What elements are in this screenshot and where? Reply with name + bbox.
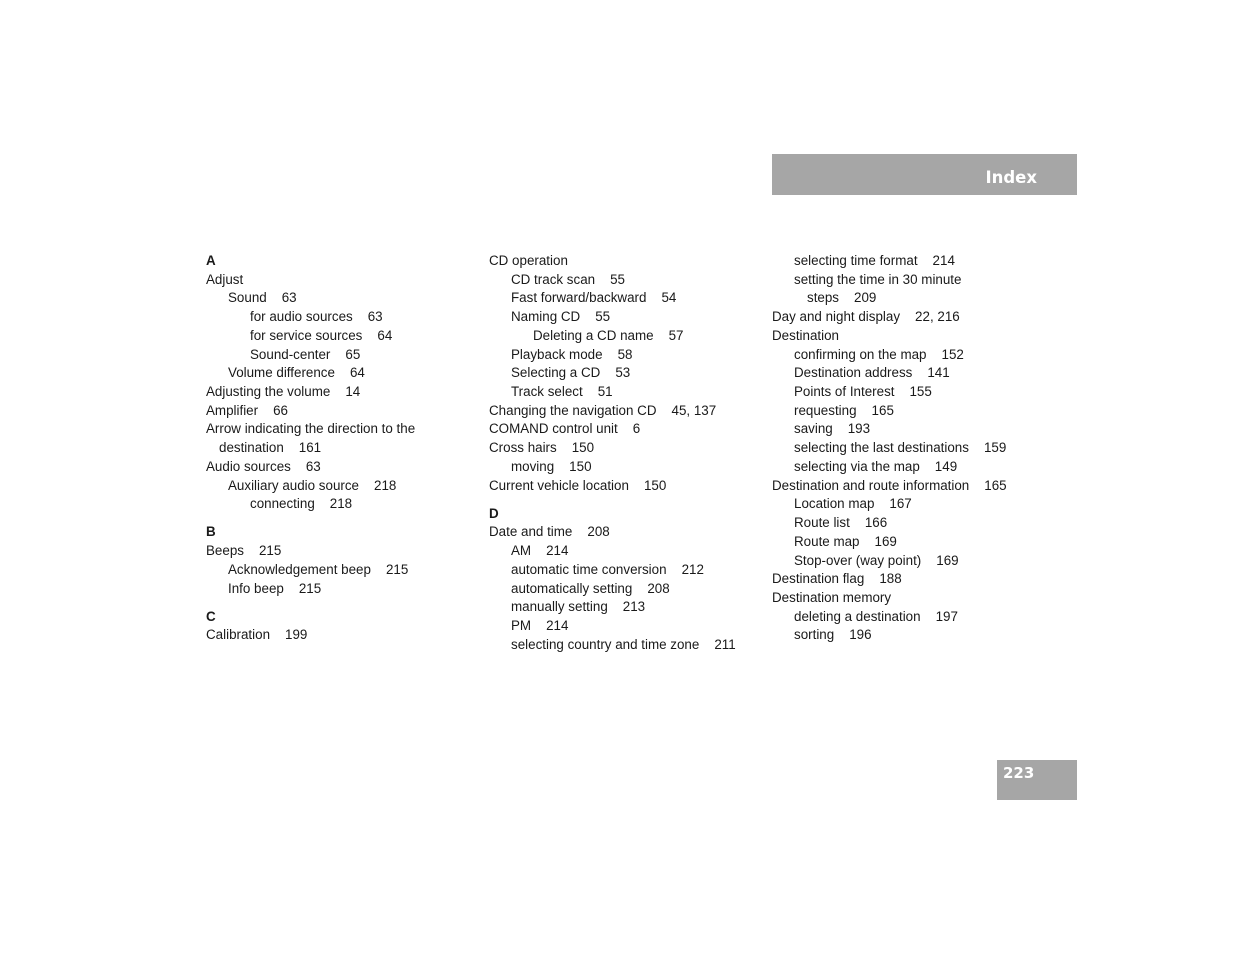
index-term: deleting a destination (794, 608, 921, 624)
index-entry (772, 533, 1042, 552)
index-entry (206, 308, 476, 327)
index-term: Location map (794, 496, 875, 512)
index-term: Auxiliary audio source (228, 477, 359, 493)
page-reference: 193 (847, 421, 871, 437)
index-entry (206, 289, 476, 308)
index-term: Calibration (206, 627, 271, 643)
letter-heading: D (489, 505, 499, 521)
index-entry (206, 626, 476, 645)
index-term: Points of Interest (794, 384, 895, 400)
index-entry (206, 402, 476, 421)
letter-heading: C (206, 608, 216, 624)
index-term: steps (807, 290, 840, 306)
index-entry (772, 458, 1042, 477)
index-term: for service sources (250, 327, 363, 343)
page-reference: 218 (329, 496, 353, 512)
index-entry (489, 364, 759, 383)
page-number-box (997, 760, 1077, 800)
index-term: Volume difference (228, 365, 335, 381)
index-term: Day and night display (772, 309, 901, 325)
page-reference: 63 (367, 309, 383, 325)
index-entry (206, 346, 476, 365)
index-term: Adjusting the volume (206, 384, 331, 400)
page-reference: 55 (595, 309, 611, 325)
page-reference: 54 (661, 290, 677, 306)
index-column-1 (206, 252, 476, 645)
index-term: AM (511, 543, 532, 559)
index-term: Selecting a CD (511, 365, 601, 381)
page-reference: 208 (647, 580, 670, 596)
index-entry (772, 477, 1042, 496)
index-entry (772, 552, 1042, 571)
page-reference: 159 (983, 440, 1007, 456)
index-term: PM (511, 617, 532, 633)
section-gap (489, 495, 759, 504)
index-entry (206, 477, 476, 496)
index-term: for audio sources (250, 309, 353, 325)
index-term: Destination flag (772, 571, 865, 587)
index-term: Current vehicle location (489, 477, 629, 493)
index-term: manually setting (511, 599, 608, 615)
index-term: Naming CD (511, 309, 581, 325)
index-entry (772, 271, 1042, 290)
page-number: 223 (1003, 764, 1035, 782)
page-reference: 197 (935, 608, 958, 624)
index-term: selecting the last destinations (794, 440, 969, 456)
index-entry (772, 439, 1042, 458)
index-term: Acknowledgement beep (228, 561, 371, 577)
index-entry (206, 542, 476, 561)
page-reference: 152 (941, 346, 964, 362)
index-entry (206, 580, 476, 599)
page-reference: 214 (546, 617, 569, 633)
page-reference: 53 (615, 365, 631, 381)
page-reference: 63 (281, 290, 297, 306)
page-reference: 212 (681, 561, 704, 577)
page-reference: 150 (643, 477, 667, 493)
index-term: destination (219, 440, 284, 456)
index-entry (772, 327, 1042, 346)
page-reference: 215 (258, 543, 282, 559)
index-entry (206, 458, 476, 477)
page-reference: 141 (927, 365, 950, 381)
section-gap (206, 514, 476, 523)
index-entry (772, 402, 1042, 421)
page-reference: 188 (879, 571, 902, 587)
index-entry (489, 580, 759, 599)
index-entry (489, 402, 759, 421)
page-reference: 165 (984, 477, 1007, 493)
page-reference: 63 (305, 458, 321, 474)
page-reference: 196 (849, 627, 872, 643)
index-entry (489, 523, 759, 542)
index-entry (489, 542, 759, 561)
section-gap (206, 598, 476, 607)
index-term: Info beep (228, 580, 284, 596)
page-reference: 169 (874, 533, 897, 549)
index-entry (772, 570, 1042, 589)
page-reference: 199 (285, 627, 308, 643)
index-term: sorting (794, 627, 835, 643)
page-reference: 149 (934, 458, 958, 474)
page-reference: 65 (345, 346, 361, 362)
index-entry (772, 364, 1042, 383)
page-reference: 218 (374, 477, 397, 493)
index-entry (489, 458, 759, 477)
page-reference: 66 (273, 402, 288, 418)
letter-heading: A (206, 253, 216, 268)
index-term: Arrow indicating the direction to the (206, 421, 416, 437)
page-reference: 209 (854, 290, 877, 306)
index-entry (489, 346, 759, 365)
index-entry (206, 271, 476, 290)
index-entry (489, 561, 759, 580)
index-entry (772, 308, 1042, 327)
page-reference: 215 (298, 580, 322, 596)
section-tab (772, 154, 1077, 195)
index-term: Destination address (794, 365, 913, 381)
index-term: Sound-center (250, 346, 331, 362)
index-entry (489, 598, 759, 617)
index-term: automatic time conversion (511, 561, 667, 577)
index-term: Deleting a CD name (533, 327, 654, 343)
index-entry (489, 271, 759, 290)
index-term: connecting (250, 496, 315, 512)
index-entry (489, 636, 759, 655)
index-term: Audio sources (206, 458, 291, 474)
index-term: Route list (794, 515, 850, 531)
index-term: moving (511, 458, 555, 474)
index-term: Fast forward/backward (511, 290, 647, 306)
index-term: Stop-over (way point) (794, 552, 922, 568)
index-term: Track select (511, 384, 583, 400)
page-reference: 6 (632, 421, 641, 437)
page-reference: 64 (349, 365, 365, 381)
index-entry (489, 383, 759, 402)
page-reference: 214 (932, 253, 955, 268)
index-entry (772, 626, 1042, 645)
index-term: Destination (772, 327, 839, 343)
page-reference: 211 (714, 636, 736, 652)
index-entry (489, 420, 759, 439)
page-reference: 150 (569, 458, 592, 474)
index-entry (489, 327, 759, 346)
index-term: Beeps (206, 543, 244, 559)
page-reference: 64 (377, 327, 393, 343)
index-term: Date and time (489, 524, 573, 540)
index-entry (489, 477, 759, 496)
page-reference: 161 (298, 440, 322, 456)
index-entry (206, 495, 476, 514)
index-term: saving (794, 421, 833, 437)
page-reference: 214 (546, 543, 569, 559)
index-entry (206, 439, 476, 458)
page-reference: 45, 137 (671, 402, 717, 418)
page-reference: 155 (909, 384, 932, 400)
page-reference: 150 (571, 440, 595, 456)
index-entry (206, 327, 476, 346)
index-column-2 (489, 252, 759, 654)
index-term: selecting country and time zone (511, 636, 700, 652)
index-entry (772, 608, 1042, 627)
letter-heading: B (206, 524, 216, 540)
page-reference: 169 (936, 552, 959, 568)
index-entry (772, 420, 1042, 439)
page-reference: 14 (345, 384, 361, 400)
index-entry (489, 308, 759, 327)
index-term: confirming on the map (794, 346, 927, 362)
index-entry (489, 289, 759, 308)
index-term: CD track scan (511, 271, 596, 287)
page-reference: 215 (385, 561, 409, 577)
page-reference: 22, 216 (915, 309, 960, 325)
index-term: Cross hairs (489, 440, 557, 456)
section-title: Index (985, 168, 1037, 187)
index-entry (772, 495, 1042, 514)
index-entry (772, 252, 1042, 271)
page-reference: 57 (668, 327, 684, 343)
index-entry (772, 514, 1042, 533)
page-reference: 55 (610, 271, 625, 287)
page-reference: 167 (889, 496, 912, 512)
index-term: selecting via the map (794, 458, 920, 474)
index-term: Amplifier (206, 402, 259, 418)
index-entry (206, 364, 476, 383)
page-reference: 58 (617, 346, 633, 362)
index-entry (489, 252, 759, 271)
index-entry (206, 561, 476, 580)
index-term: Playback mode (511, 346, 603, 362)
index-entry (772, 589, 1042, 608)
page-reference: 213 (622, 599, 646, 615)
index-entry (206, 383, 476, 402)
page-reference: 208 (587, 524, 610, 540)
page-reference: 51 (597, 384, 613, 400)
index-term: requesting (794, 402, 857, 418)
index-term: Sound (228, 290, 267, 306)
page-reference: 165 (871, 402, 894, 418)
index-term: selecting time format (794, 253, 918, 268)
index-entry (489, 439, 759, 458)
index-entry (489, 617, 759, 636)
index-term: Destination memory (772, 589, 892, 605)
index-term: automatically setting (511, 580, 633, 596)
page-reference: 166 (864, 515, 888, 531)
index-term: CD operation (489, 253, 568, 268)
index-entry (772, 346, 1042, 365)
index-term: Changing the navigation CD (489, 402, 657, 418)
index-entry (772, 289, 1042, 308)
index-entry (206, 420, 476, 439)
index-term: Route map (794, 533, 860, 549)
index-term: Destination and route information (772, 477, 970, 493)
index-term: Adjust (206, 271, 244, 287)
index-entry (772, 383, 1042, 402)
index-term: setting the time in 30 minute (794, 271, 962, 287)
index-column-3 (772, 252, 1042, 645)
index-term: COMAND control unit (489, 421, 618, 437)
